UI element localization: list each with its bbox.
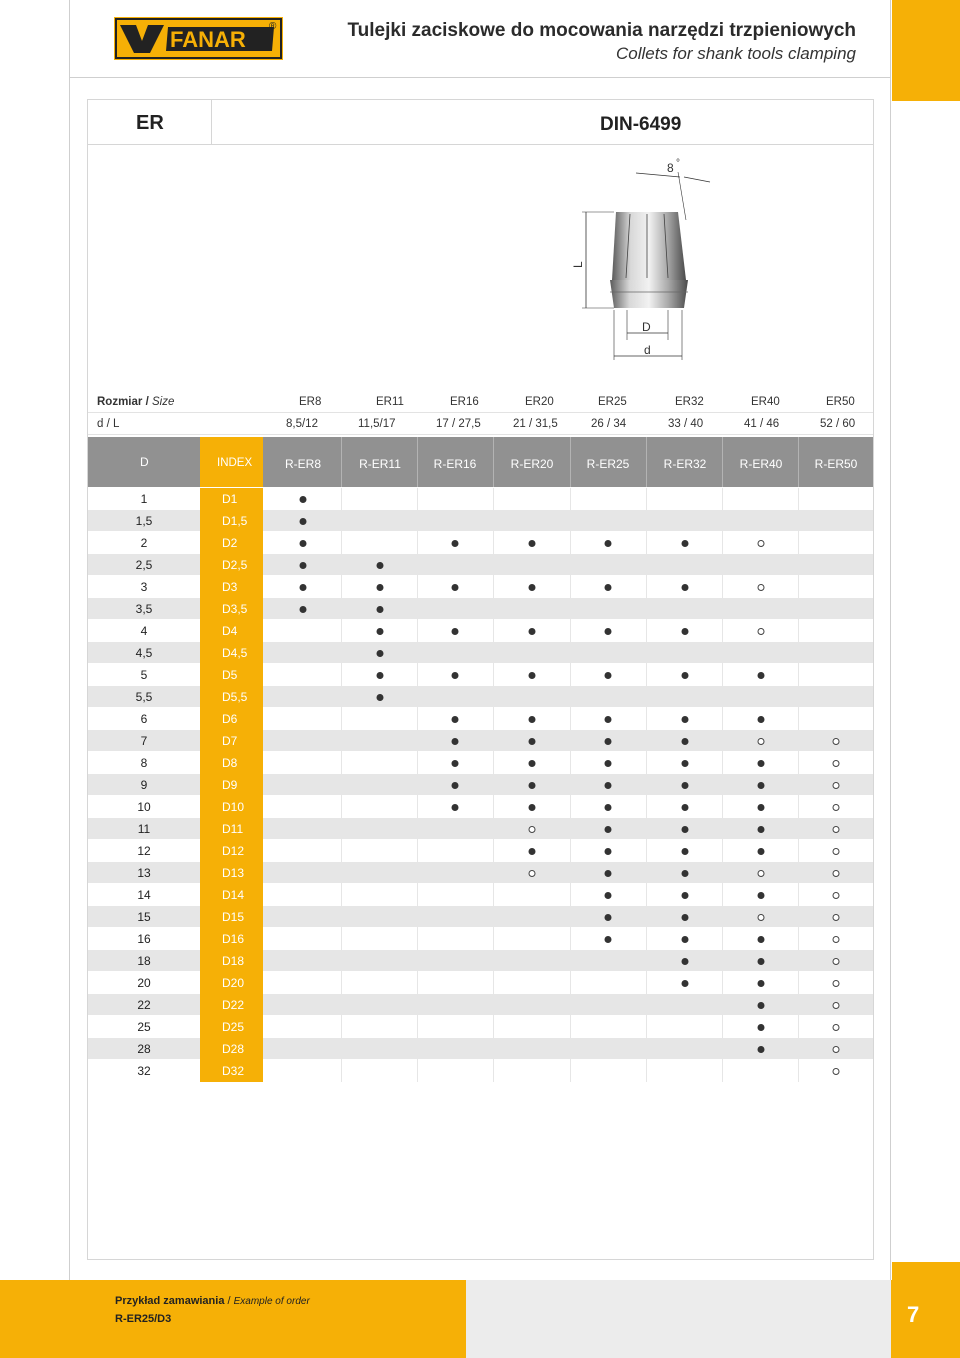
available-dot-icon — [682, 892, 689, 899]
available-dot-icon — [529, 716, 536, 723]
col-header: R-ER20 — [510, 457, 554, 471]
available-dot-icon — [682, 848, 689, 855]
col-header: R-ER11 — [359, 457, 401, 471]
fanar-logo — [114, 17, 283, 60]
index-cell — [200, 598, 263, 620]
header-divider-line — [646, 437, 647, 487]
diameter-value: 10 — [137, 800, 151, 814]
title-divider — [211, 100, 212, 144]
on-request-dot-icon — [833, 782, 840, 789]
available-dot-icon — [452, 804, 459, 811]
table-row — [88, 532, 873, 554]
column-divider — [570, 488, 571, 1082]
diameter-value: 25 — [137, 1020, 151, 1034]
table-row — [88, 708, 873, 730]
dl-value: 26 / 34 — [591, 418, 627, 430]
on-request-dot-icon — [833, 892, 840, 899]
diameter-value: 18 — [137, 954, 151, 968]
diameter-value: 1 — [140, 492, 148, 506]
size-col: ER50 — [826, 396, 855, 408]
available-dot-icon — [300, 562, 307, 569]
index-cell — [200, 1038, 263, 1060]
index-code: D2 — [222, 536, 238, 550]
available-dot-icon — [682, 980, 689, 987]
available-dot-icon — [529, 540, 536, 547]
available-dot-icon — [605, 914, 612, 921]
available-dot-icon — [452, 782, 459, 789]
dl-value: 41 / 46 — [744, 418, 780, 430]
available-dot-icon — [529, 628, 536, 635]
available-dot-icon — [682, 716, 689, 723]
available-dot-icon — [452, 716, 459, 723]
available-dot-icon — [529, 804, 536, 811]
available-dot-icon — [758, 958, 765, 965]
available-dot-icon — [452, 584, 459, 591]
table-row — [88, 994, 873, 1016]
diameter-value: 22 — [137, 998, 151, 1012]
svg-text:L: L — [571, 261, 585, 268]
page-number: 7 — [907, 1302, 920, 1327]
size-col: ER25 — [598, 396, 627, 408]
standard-title: DIN-6499 — [600, 114, 682, 135]
index-code: D15 — [222, 910, 245, 924]
index-cell — [200, 510, 263, 532]
on-request-dot-icon — [833, 738, 840, 745]
on-request-dot-icon — [833, 1046, 840, 1053]
available-dot-icon — [605, 826, 612, 833]
size-col: ER32 — [675, 396, 704, 408]
size-row: Rozmiar / Size ER8 ER11 ER16 ER20 ER25 ER32 ER40 ER50 — [88, 391, 873, 413]
diameter-value: 20 — [137, 976, 151, 990]
diameter-value: 7 — [140, 734, 148, 748]
available-dot-icon — [682, 826, 689, 833]
table-row — [88, 1016, 873, 1038]
available-dot-icon — [682, 672, 689, 679]
available-dot-icon — [529, 760, 536, 767]
on-request-dot-icon — [833, 870, 840, 877]
available-dot-icon — [300, 584, 307, 591]
page-subtitle: Collets for shank tools clamping — [615, 44, 856, 63]
col-header: R-ER8 — [284, 457, 322, 471]
column-divider — [417, 488, 418, 1082]
table-row — [88, 884, 873, 906]
diameter-value: 16 — [137, 932, 151, 946]
index-cell — [200, 1060, 263, 1082]
on-request-dot-icon — [758, 540, 765, 547]
table-row — [88, 620, 873, 642]
diameter-value: 3 — [140, 580, 148, 594]
table-row — [88, 906, 873, 928]
available-dot-icon — [452, 672, 459, 679]
diameter-value: 4 — [140, 624, 148, 638]
dl-value: 52 / 60 — [820, 418, 856, 430]
available-dot-icon — [452, 540, 459, 547]
series-title: ER — [136, 112, 164, 134]
available-dot-icon — [758, 848, 765, 855]
right-margin-rule — [890, 0, 891, 1280]
available-dot-icon — [605, 672, 612, 679]
svg-text:D: D — [642, 320, 651, 334]
size-col: ER16 — [450, 396, 479, 408]
index-cell — [200, 906, 263, 928]
diameter-value: 2 — [140, 536, 148, 550]
header-divider-line — [417, 437, 418, 487]
index-cell — [200, 642, 263, 664]
index-code: D2,5 — [222, 558, 248, 572]
size-col: ER11 — [376, 396, 404, 408]
index-cell — [200, 774, 263, 796]
available-dot-icon — [758, 1002, 765, 1009]
on-request-dot-icon — [833, 1068, 840, 1075]
on-request-dot-icon — [758, 584, 765, 591]
column-divider — [722, 488, 723, 1082]
title-rule — [88, 144, 873, 145]
corner-accent-tab — [892, 0, 960, 101]
collet-table — [88, 488, 873, 1082]
available-dot-icon — [605, 848, 612, 855]
index-code: D4 — [222, 624, 238, 638]
on-request-dot-icon — [833, 804, 840, 811]
order-example-label: Przykład zamawiania / Example of order — [115, 1295, 310, 1307]
table-row — [88, 818, 873, 840]
index-code: D5,5 — [222, 690, 248, 704]
index-cell — [200, 818, 263, 840]
left-margin-rule — [69, 0, 70, 1280]
header-divider-line — [570, 437, 571, 487]
index-cell — [200, 796, 263, 818]
table-row — [88, 598, 873, 620]
dl-value: 17 / 27,5 — [436, 418, 481, 430]
index-cell — [200, 1016, 263, 1038]
index-cell — [200, 686, 263, 708]
available-dot-icon — [758, 826, 765, 833]
available-dot-icon — [452, 760, 459, 767]
on-request-dot-icon — [758, 628, 765, 635]
on-request-dot-icon — [833, 958, 840, 965]
index-cell — [200, 840, 263, 862]
available-dot-icon — [605, 804, 612, 811]
diameter-value: 3,5 — [135, 602, 153, 616]
table-row — [88, 1038, 873, 1060]
available-dot-icon — [758, 1046, 765, 1053]
available-dot-icon — [682, 628, 689, 635]
svg-text:8: 8 — [667, 161, 674, 175]
available-dot-icon — [758, 672, 765, 679]
svg-text:d: d — [644, 343, 651, 357]
header-divider-line — [493, 437, 494, 487]
index-cell — [200, 950, 263, 972]
svg-text:®: ® — [269, 21, 277, 32]
size-col: ER20 — [525, 396, 554, 408]
diameter-value: 6 — [140, 712, 148, 726]
index-code: D22 — [222, 998, 245, 1012]
available-dot-icon — [758, 892, 765, 899]
on-request-dot-icon — [833, 826, 840, 833]
dl-label: d / L — [97, 418, 120, 430]
on-request-dot-icon — [833, 980, 840, 987]
table-row — [88, 510, 873, 532]
table-row — [88, 840, 873, 862]
diameter-value: 13 — [137, 866, 151, 880]
dl-value: 11,5/17 — [358, 418, 396, 430]
column-divider — [798, 488, 799, 1082]
index-cell — [200, 620, 263, 642]
index-code: D11 — [222, 822, 244, 836]
index-code: D4,5 — [222, 646, 248, 660]
index-code: D3,5 — [222, 602, 248, 616]
diameter-value: 28 — [137, 1042, 151, 1056]
available-dot-icon — [377, 650, 384, 657]
diameter-value: 5,5 — [135, 690, 153, 704]
diameter-value: 2,5 — [135, 558, 153, 572]
available-dot-icon — [452, 738, 459, 745]
available-dot-icon — [758, 760, 765, 767]
diameter-value: 9 — [140, 778, 148, 792]
table-row — [88, 972, 873, 994]
index-cell — [200, 532, 263, 554]
index-cell — [200, 884, 263, 906]
svg-text:°: ° — [676, 158, 680, 169]
collet-drawing — [560, 150, 720, 365]
available-dot-icon — [605, 760, 612, 767]
diameter-value: 5 — [140, 668, 148, 682]
table-row — [88, 928, 873, 950]
available-dot-icon — [682, 584, 689, 591]
available-dot-icon — [300, 518, 307, 525]
available-dot-icon — [529, 584, 536, 591]
available-dot-icon — [682, 540, 689, 547]
available-dot-icon — [758, 936, 765, 943]
index-code: D32 — [222, 1064, 245, 1078]
on-request-dot-icon — [833, 936, 840, 943]
index-code: D8 — [222, 756, 238, 770]
available-dot-icon — [758, 782, 765, 789]
index-cell — [200, 576, 263, 598]
available-dot-icon — [605, 628, 612, 635]
table-row — [88, 752, 873, 774]
col-header: R-ER16 — [433, 457, 477, 471]
index-code: D20 — [222, 976, 245, 990]
on-request-dot-icon — [529, 826, 536, 833]
on-request-dot-icon — [833, 760, 840, 767]
available-dot-icon — [758, 1024, 765, 1031]
available-dot-icon — [682, 804, 689, 811]
index-code: D25 — [222, 1020, 245, 1034]
available-dot-icon — [377, 628, 384, 635]
table-row — [88, 1060, 873, 1082]
size-col: ER40 — [751, 396, 780, 408]
logo-wordmark: FANAR — [170, 27, 246, 52]
available-dot-icon — [605, 782, 612, 789]
available-dot-icon — [682, 738, 689, 745]
index-code: D12 — [222, 844, 245, 858]
available-dot-icon — [452, 628, 459, 635]
column-divider — [646, 488, 647, 1082]
dl-value: 33 / 40 — [668, 418, 704, 430]
dl-row — [88, 413, 873, 435]
index-cell — [200, 730, 263, 752]
index-cell — [200, 664, 263, 686]
index-cell — [200, 972, 263, 994]
available-dot-icon — [300, 496, 307, 503]
on-request-dot-icon — [758, 738, 765, 745]
dl-value: 8,5/12 — [286, 418, 318, 430]
header-divider-line — [722, 437, 723, 487]
on-request-dot-icon — [833, 914, 840, 921]
available-dot-icon — [682, 870, 689, 877]
index-code: D10 — [222, 800, 245, 814]
index-code: D13 — [222, 866, 245, 880]
index-cell — [200, 862, 263, 884]
index-code: D6 — [222, 712, 238, 726]
col-d-header: D — [140, 455, 149, 469]
index-code: D1,5 — [222, 514, 248, 528]
diameter-value: 14 — [137, 888, 151, 902]
index-cell — [200, 554, 263, 576]
col-index-header: INDEX — [200, 437, 263, 487]
available-dot-icon — [605, 584, 612, 591]
index-code: D5 — [222, 668, 238, 682]
index-cell — [200, 708, 263, 730]
available-dot-icon — [300, 606, 307, 613]
header-divider — [69, 77, 891, 78]
available-dot-icon — [529, 672, 536, 679]
table-row — [88, 774, 873, 796]
available-dot-icon — [682, 914, 689, 921]
header-divider-line — [798, 437, 799, 487]
available-dot-icon — [682, 958, 689, 965]
available-dot-icon — [377, 562, 384, 569]
diameter-value: 15 — [137, 910, 151, 924]
on-request-dot-icon — [758, 870, 765, 877]
dl-value: 21 / 31,5 — [513, 418, 558, 430]
column-divider — [493, 488, 494, 1082]
footer-panel — [466, 1280, 891, 1358]
available-dot-icon — [605, 870, 612, 877]
diameter-value: 8 — [140, 756, 148, 770]
available-dot-icon — [682, 936, 689, 943]
available-dot-icon — [605, 716, 612, 723]
order-example-code: R-ER25/D3 — [115, 1313, 172, 1325]
available-dot-icon — [682, 760, 689, 767]
table-row — [88, 576, 873, 598]
col-header: R-ER25 — [586, 457, 630, 471]
index-code: D3 — [222, 580, 238, 594]
col-header: R-ER50 — [814, 457, 858, 471]
index-cell — [200, 928, 263, 950]
table-row — [88, 730, 873, 752]
available-dot-icon — [758, 804, 765, 811]
available-dot-icon — [377, 606, 384, 613]
index-code: D14 — [222, 888, 245, 902]
diameter-value: 11 — [137, 822, 151, 836]
on-request-dot-icon — [833, 1024, 840, 1031]
index-code: D9 — [222, 778, 238, 792]
available-dot-icon — [758, 980, 765, 987]
index-code: D1 — [222, 492, 238, 506]
available-dot-icon — [605, 936, 612, 943]
table-row — [88, 950, 873, 972]
available-dot-icon — [529, 848, 536, 855]
on-request-dot-icon — [529, 870, 536, 877]
table-row — [88, 554, 873, 576]
table-row — [88, 796, 873, 818]
index-code: D16 — [222, 932, 245, 946]
page-number-tab — [892, 1262, 960, 1358]
available-dot-icon — [377, 584, 384, 591]
on-request-dot-icon — [758, 914, 765, 921]
index-code: D28 — [222, 1042, 245, 1056]
table-row — [88, 488, 873, 510]
index-code: D18 — [222, 954, 245, 968]
available-dot-icon — [529, 738, 536, 745]
index-cell — [200, 752, 263, 774]
table-row — [88, 664, 873, 686]
col-header: R-ER40 — [739, 457, 783, 471]
size-col: ER8 — [299, 396, 322, 408]
table-row — [88, 642, 873, 664]
index-cell — [200, 488, 263, 510]
available-dot-icon — [605, 892, 612, 899]
available-dot-icon — [605, 738, 612, 745]
table-row — [88, 862, 873, 884]
on-request-dot-icon — [833, 848, 840, 855]
available-dot-icon — [758, 716, 765, 723]
available-dot-icon — [529, 782, 536, 789]
diameter-value: 32 — [137, 1064, 151, 1078]
col-header: R-ER32 — [663, 457, 707, 471]
available-dot-icon — [300, 540, 307, 547]
available-dot-icon — [682, 782, 689, 789]
index-code: D7 — [222, 734, 238, 748]
available-dot-icon — [377, 672, 384, 679]
index-cell — [200, 994, 263, 1016]
table-row — [88, 686, 873, 708]
diameter-value: 1,5 — [135, 514, 153, 528]
available-dot-icon — [377, 694, 384, 701]
on-request-dot-icon — [833, 1002, 840, 1009]
diameter-value: 12 — [137, 844, 151, 858]
column-divider — [341, 488, 342, 1082]
header-divider-line — [341, 437, 342, 487]
diameter-value: 4,5 — [135, 646, 153, 660]
page-title: Tulejki zaciskowe do mocowania narzędzi trzpieniowych — [347, 20, 856, 41]
available-dot-icon — [605, 540, 612, 547]
